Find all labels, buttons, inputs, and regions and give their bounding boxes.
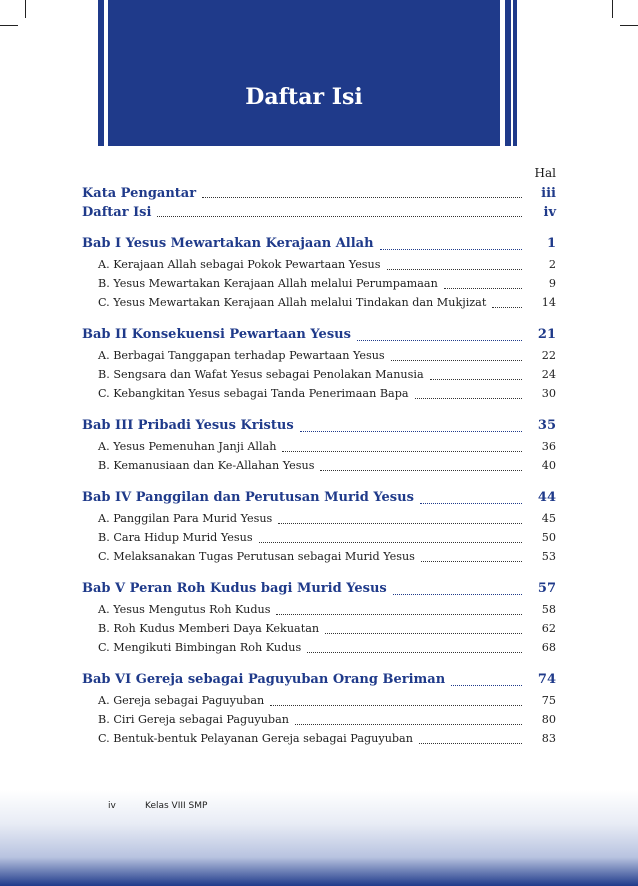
dot-leader (157, 216, 522, 217)
toc-chapter (82, 418, 556, 440)
toc-subentry (82, 641, 556, 660)
toc-chapter-label: Bab I Yesus Mewartakan Kerajaan Allah (82, 236, 374, 251)
toc-subentry-page: 9 (548, 277, 556, 290)
toc-chapter-page: 35 (537, 418, 556, 433)
page-title: Daftar Isi (245, 84, 363, 110)
dot-leader (320, 470, 522, 471)
dot-leader (387, 269, 523, 270)
crop-mark (25, 0, 26, 18)
dot-leader (278, 523, 522, 524)
table-of-contents (82, 186, 556, 751)
crop-mark (620, 25, 638, 26)
header-stripe (98, 0, 104, 146)
toc-chapter (82, 581, 556, 603)
toc-subentry-page: 22 (541, 349, 556, 362)
dot-leader (282, 451, 522, 452)
toc-subentry (82, 694, 556, 713)
dot-leader (415, 398, 522, 399)
toc-subentry-label: A. Gereja sebagai Paguyuban (98, 694, 265, 707)
footer-page-number: iv (108, 801, 116, 811)
toc-subentry (82, 459, 556, 478)
toc-subentry-label: B. Roh Kudus Memberi Daya Kekuatan (98, 622, 320, 635)
header-banner (108, 0, 500, 146)
toc-subentry-label: C. Kebangkitan Yesus sebagai Tanda Penerimaan Bapa (98, 387, 409, 400)
footer-book-label: Kelas VIII SMP (145, 801, 208, 811)
toc-subentry-label: A. Panggilan Para Murid Yesus (98, 512, 273, 525)
toc-subentry-page: 45 (541, 512, 556, 525)
toc-chapter-page: 57 (537, 581, 556, 596)
dot-leader (421, 561, 522, 562)
toc-entry-page: iii (541, 186, 556, 201)
toc-subentry-label: C. Mengikuti Bimbingan Roh Kudus (98, 641, 302, 654)
toc-chapter (82, 672, 556, 694)
toc-subentry (82, 603, 556, 622)
dot-leader (259, 542, 522, 543)
dot-leader (325, 633, 522, 634)
crop-mark (612, 0, 613, 18)
toc-subentry (82, 387, 556, 406)
toc-subentry-page: 36 (541, 440, 556, 453)
dot-leader (393, 594, 522, 595)
dot-leader (451, 685, 522, 686)
toc-subentry-page: 62 (541, 622, 556, 635)
toc-subentry-page: 68 (541, 641, 556, 654)
toc-subentry-label: B. Cara Hidup Murid Yesus (98, 531, 253, 544)
toc-subentry (82, 277, 556, 296)
toc-subentry-label: B. Sengsara dan Wafat Yesus sebagai Penolakan Manusia (98, 368, 424, 381)
toc-subentry-label: B. Yesus Mewartakan Kerajaan Allah melalui Perumpamaan (98, 277, 438, 290)
toc-subentry-label: B. Kemanusiaan dan Ke-Allahan Yesus (98, 459, 315, 472)
toc-subentry (82, 713, 556, 732)
toc-subentry-page: 53 (541, 550, 556, 563)
dot-leader (391, 360, 522, 361)
toc-subentry (82, 440, 556, 459)
toc-subentry (82, 296, 556, 315)
dot-leader (202, 197, 522, 198)
toc-chapter-label: Bab VI Gereja sebagai Paguyuban Orang Beriman (82, 672, 446, 687)
toc-chapter-label: Bab II Konsekuensi Pewartaan Yesus (82, 327, 351, 342)
toc-subentry-page: 24 (541, 368, 556, 381)
toc-subentry-label: C. Yesus Mewartakan Kerajaan Allah melalui Tindakan dan Mukjizat (98, 296, 487, 309)
dot-leader (420, 503, 522, 504)
dot-leader (430, 379, 522, 380)
toc-subentry (82, 512, 556, 531)
dot-leader (295, 724, 522, 725)
toc-subentry-page: 50 (541, 531, 556, 544)
toc-chapter-page: 44 (537, 490, 556, 505)
toc-subentry (82, 622, 556, 641)
footer-band (0, 790, 638, 886)
toc-subentry-page: 58 (541, 603, 556, 616)
dot-leader (380, 249, 522, 250)
toc-subentry-label: C. Melaksanakan Tugas Perutusan sebagai Murid Yesus (98, 550, 415, 563)
toc-chapter-label: Bab III Pribadi Yesus Kristus (82, 418, 294, 433)
toc-subentry (82, 732, 556, 751)
toc-chapter-page: 1 (546, 236, 556, 251)
toc-subentry-page: 14 (541, 296, 556, 309)
header-stripe (505, 0, 511, 146)
dot-leader (419, 743, 522, 744)
toc-subentry (82, 368, 556, 387)
toc-subentry-label: A. Yesus Mengutus Roh Kudus (98, 603, 271, 616)
toc-subentry (82, 349, 556, 368)
dot-leader (357, 340, 522, 341)
toc-subentry-label: A. Kerajaan Allah sebagai Pokok Pewartaan Yesus (98, 258, 381, 271)
toc-entry-label: Daftar Isi (82, 205, 152, 220)
toc-subentry-label: C. Bentuk-bentuk Pelayanan Gereja sebagai Paguyuban (98, 732, 413, 745)
toc-entry (82, 205, 556, 224)
toc-chapter-page: 74 (537, 672, 556, 687)
dot-leader (276, 614, 522, 615)
toc-subentry-label: A. Berbagai Tanggapan terhadap Pewartaan Yesus (98, 349, 385, 362)
toc-subentry-page: 83 (541, 732, 556, 745)
toc-entry (82, 186, 556, 205)
toc-chapter-label: Bab V Peran Roh Kudus bagi Murid Yesus (82, 581, 387, 596)
page-column-label: Hal (534, 166, 556, 180)
toc-entry-page: iv (543, 205, 556, 220)
toc-subentry-page: 30 (541, 387, 556, 400)
toc-chapter (82, 236, 556, 258)
dot-leader (270, 705, 522, 706)
crop-mark (0, 25, 18, 26)
header-stripe (513, 0, 517, 146)
toc-subentry-label: B. Ciri Gereja sebagai Paguyuban (98, 713, 289, 726)
toc-entry-label: Kata Pengantar (82, 186, 197, 201)
toc-subentry (82, 258, 556, 277)
toc-subentry-label: A. Yesus Pemenuhan Janji Allah (98, 440, 277, 453)
dot-leader (492, 307, 522, 308)
toc-subentry (82, 550, 556, 569)
toc-subentry-page: 80 (541, 713, 556, 726)
toc-chapter (82, 327, 556, 349)
toc-subentry-page: 2 (548, 258, 556, 271)
dot-leader (307, 652, 522, 653)
toc-subentry-page: 75 (541, 694, 556, 707)
toc-chapter-label: Bab IV Panggilan dan Perutusan Murid Yesus (82, 490, 414, 505)
toc-subentry-page: 40 (541, 459, 556, 472)
dot-leader (444, 288, 522, 289)
toc-subentry (82, 531, 556, 550)
toc-chapter (82, 490, 556, 512)
dot-leader (300, 431, 522, 432)
toc-chapter-page: 21 (537, 327, 556, 342)
